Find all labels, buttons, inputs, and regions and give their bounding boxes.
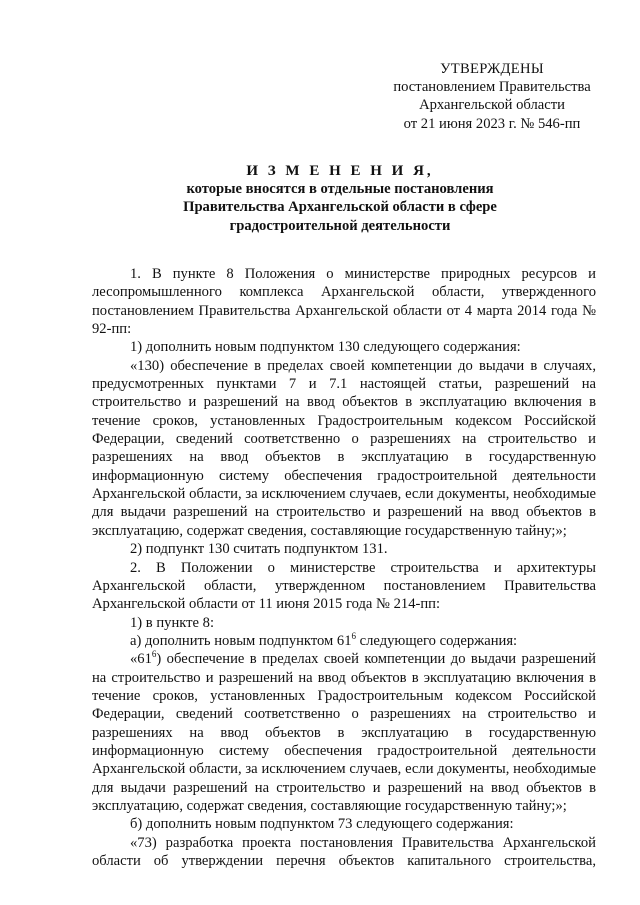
paragraph: «130) обеспечение в пределах своей компетенции до выдачи в случаях, предусмотренных пунктами 7 и 7.1 настоящей статьи, разрешений на строительство и разрешений на ввод объектов в эксплуатацию включения в течение сроков, установленных Градостроительным кодексом Российской Федерации, сведений соответственно о разрешениях на строительство и разрешениях на ввод объектов в эксплуатацию в государственную информационную систему обеспечения градостроительной деятельности Архангельской области, за исключением случаев, если документы, необходимые для выдачи разрешений на строительство и разрешений на ввод объектов в эксплуатацию, содержат сведения, составляющие государственную тайну;»;	[92, 357, 596, 539]
document-heading	[90, 162, 590, 235]
paragraph-text: «61	[130, 651, 152, 668]
paragraph: 1) дополнить новым подпунктом 130 следующего содержания:	[130, 339, 521, 356]
paragraph: 1) в пункте 8:	[130, 614, 215, 631]
document-title: И З М Е Н Е Н И Я,	[246, 163, 434, 179]
paragraph: 1. В пункте 8 Положения о министерстве природных ресурсов и лесопромышленного комплекса Архангельской области, утвержденного постановлением Правительства Архангельской области от 4 марта 2014 года № 92-пп:	[92, 266, 596, 338]
paragraph-text: следующего содержания:	[356, 632, 518, 649]
superscript: 6	[351, 630, 356, 641]
approval-line: постановлением Правительства	[393, 79, 591, 96]
paragraph-text: ) обеспечение в пределах своей компетенции до выдачи разрешений на строительство и разрешений на ввод объектов в эксплуатацию включения в течение сроков, установленных Градостроительным кодексом Российской Федерации, сведений соответственно о разрешениях на строительство и разрешениях на ввод объектов в эксплуатацию в государственную информационную систему обеспечения градостроительной деятельности Архангельской области, за исключением случаев, если документы, необходимые для выдачи разрешений на строительство и разрешений на ввод объектов в эксплуатацию, содержат сведения, составляющие государственную тайну;»;	[92, 651, 596, 814]
approval-stamp	[370, 60, 614, 133]
document-subtitle: Правительства Архангельской области в сфере	[183, 199, 497, 216]
document-subtitle: градостроительной деятельности	[229, 217, 451, 234]
paragraph: 2. В Положении о министерстве строительства и архитектуры Архангельской области, утвержденном постановлением Правительства Архангельской области от 11 июня 2015 года № 214-пп:	[92, 559, 596, 613]
document-subtitle: которые вносятся в отдельные постановления	[186, 181, 494, 198]
paragraph-text: а) дополнить новым подпунктом 61	[130, 632, 352, 649]
superscript: 6	[151, 649, 157, 660]
paragraph	[92, 632, 596, 650]
approval-line: Архангельской области	[419, 97, 565, 114]
paragraph: б) дополнить новым подпунктом 73 следующего содержания:	[130, 816, 514, 833]
paragraph: 2) подпункт 130 считать подпунктом 131.	[130, 541, 388, 558]
paragraph: «73) разработка проекта постановления Правительства Архангельской области об утверждении перечня объектов капитального строительства,	[92, 834, 596, 869]
document-body	[92, 265, 596, 870]
paragraph	[92, 650, 596, 815]
approval-title: УТВЕРЖДЕНЫ	[440, 61, 544, 77]
approval-date: от 21 июня 2023 г. № 546-пп	[403, 115, 581, 132]
